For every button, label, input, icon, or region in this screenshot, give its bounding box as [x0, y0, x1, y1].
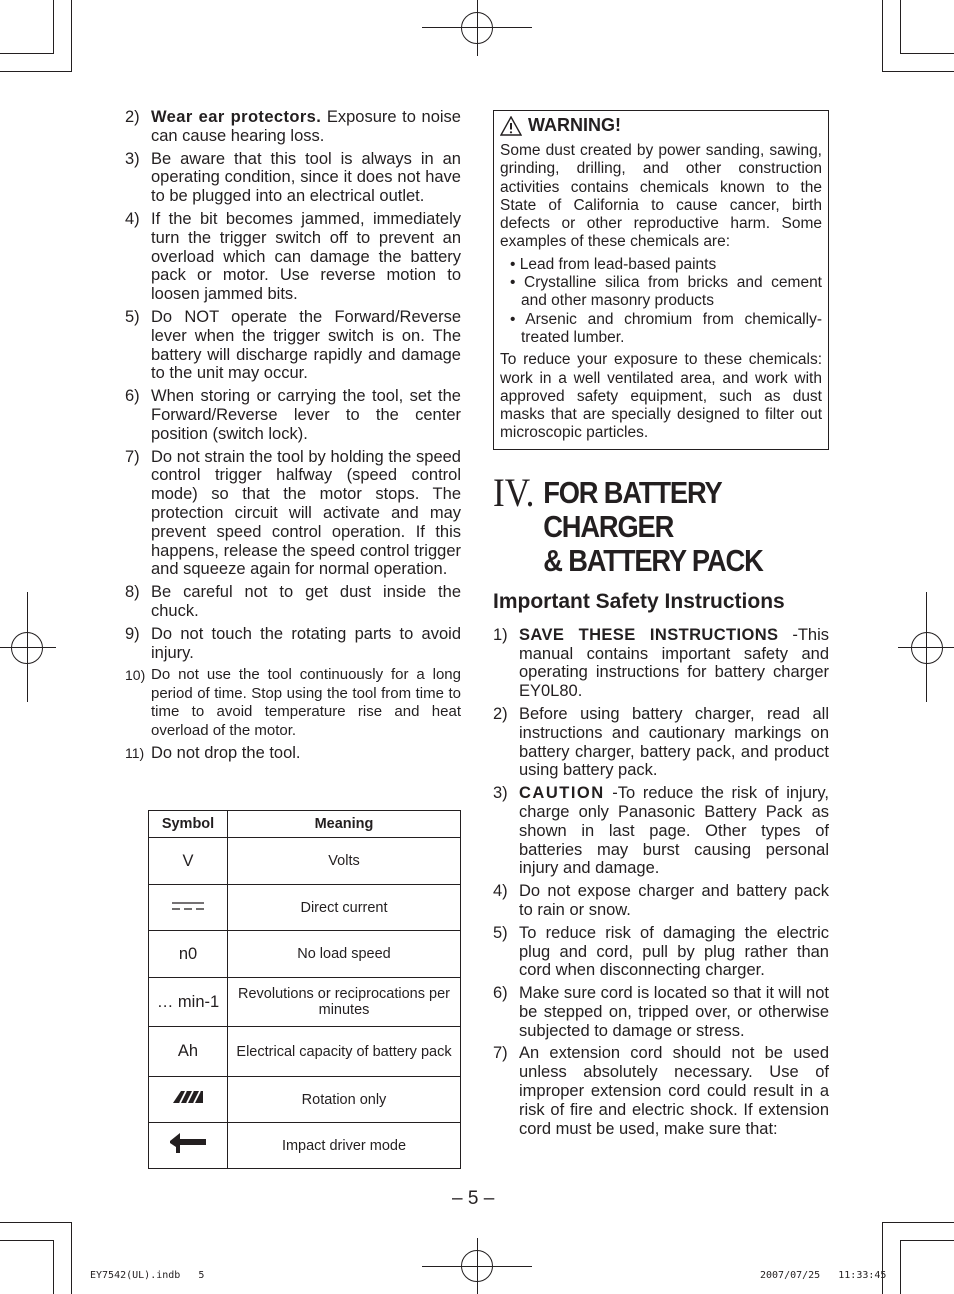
item-text: Do not touch the rotating parts to avoid injury. — [151, 624, 461, 662]
item-text: Be careful not to get dust inside the chuck. — [151, 583, 461, 620]
list-item — [125, 308, 461, 383]
item-number: 7) — [125, 447, 140, 466]
table-header: Meaning — [228, 811, 461, 838]
item-text: Be aware that this tool is always in an operating condition, since it does not have to be plugged into an electrical outlet. — [151, 149, 461, 206]
symbol-cell: … min-1 — [149, 978, 228, 1027]
table-row — [149, 1123, 461, 1169]
registration-line — [0, 647, 56, 648]
crop-mark — [0, 1240, 54, 1241]
crop-mark — [0, 53, 54, 54]
item-text: Do NOT operate the Forward/Reverse lever when the trigger switch is on. The battery will discharge rapidly and damage to the unit may occur. — [151, 307, 461, 383]
item-text: An extension cord should not be used unless absolutely necessary. Use of improper extension cord could result in a risk of fire and electric shock. If extension cord must be used, make sure that: — [519, 1044, 829, 1138]
item-text: Do not expose charger and battery pack to rain or snow. — [519, 882, 829, 919]
crop-mark — [900, 1240, 954, 1241]
crop-mark — [71, 1222, 72, 1294]
warning-title: WARNING! — [528, 115, 621, 135]
item-text: Before using battery charger, read all instructions and cautionary markings on battery charger, battery pack, and product using battery pack. — [519, 704, 829, 780]
registration-line — [27, 592, 28, 702]
table-row — [149, 1077, 461, 1123]
item-number: 8) — [125, 583, 140, 602]
list-item: • Crystalline silica from bricks and cement and other masonry products — [510, 274, 822, 310]
item-text: Do not drop the tool. — [151, 744, 301, 763]
list-item — [125, 108, 461, 146]
section-subtitle: Important Safety Instructions — [493, 589, 785, 613]
item-text: When storing or carrying the tool, set the Forward/Reverse lever to the center position (switch lock). — [151, 387, 461, 443]
warning-bullets — [500, 256, 822, 347]
right-column — [493, 110, 829, 1142]
meaning-cell: Electrical capacity of battery pack — [228, 1027, 461, 1077]
symbol-table — [148, 810, 461, 1169]
bullet-text: Crystalline silica from bricks and cement and other masonry products — [521, 274, 822, 310]
warning-outro: To reduce your exposure to these chemicals: work in a well ventilated area, and work with approved safety equipment, such as dust masks that are specially designed to filter out microscopic particles. — [500, 351, 822, 442]
section-numeral: IV. — [493, 469, 535, 515]
list-item — [493, 705, 829, 780]
symbol-cell: Ah — [149, 1027, 228, 1077]
registration-line — [477, 0, 478, 56]
item-number: 2) — [493, 704, 508, 723]
left-column — [125, 108, 461, 767]
crop-mark — [900, 0, 901, 54]
crop-mark — [53, 0, 54, 54]
list-item — [493, 984, 829, 1040]
meaning-cell: No load speed — [228, 931, 461, 978]
list-item — [125, 387, 461, 443]
list-item: • Arsenic and chromium from chemically-treated lumber. — [510, 310, 822, 346]
crop-mark — [53, 1240, 54, 1294]
list-item — [493, 1044, 829, 1138]
item-text: Do not use the tool continuously for a long period of time. Stop using the tool from time to time to avoid temperature rise and heat overload of the motor. — [151, 666, 461, 739]
impact-driver-icon — [170, 1131, 206, 1155]
registration-mark-icon — [911, 632, 943, 664]
crop-mark — [0, 1222, 72, 1223]
list-item — [493, 784, 829, 878]
item-text: -This manual contains important safety and operating instructions for battery charger EY0L80. — [519, 625, 830, 701]
item-number: 4) — [125, 209, 140, 228]
item-number: 6) — [125, 387, 140, 406]
list-item — [493, 626, 829, 701]
registration-line — [926, 592, 927, 702]
section-title-text — [543, 476, 827, 578]
warning-box — [493, 110, 829, 450]
warning-heading — [500, 115, 822, 136]
warning-intro: Some dust created by power sanding, sawing, grinding, drilling, and other construction activities contains chemicals known to the State of California to cause cancer, birth defects or other reproductive harm. Some examples of these chemicals are: — [500, 142, 822, 251]
page-number: – 5 – — [452, 1188, 495, 1209]
crop-mark — [882, 0, 883, 72]
meaning-cell: Rotation only — [228, 1077, 461, 1123]
crop-mark — [0, 71, 72, 72]
symbol-cell — [149, 1077, 228, 1123]
list-item: • Lead from lead-based paints — [510, 255, 717, 273]
list-item — [125, 666, 461, 740]
table-header-row — [149, 811, 461, 838]
symbol-cell: V — [149, 838, 228, 885]
section-title-line: FOR BATTERY CHARGER — [543, 474, 722, 544]
crop-mark — [882, 71, 954, 72]
meaning-cell: Volts — [228, 838, 461, 885]
item-number: 5) — [125, 307, 140, 326]
registration-line — [477, 1238, 478, 1294]
table-row — [149, 1027, 461, 1077]
item-bold-label: Wear ear protectors. — [151, 108, 322, 126]
bullet-text: Arsenic and chromium from chemically-treated lumber. — [521, 310, 822, 346]
symbol-cell — [149, 885, 228, 931]
item-bold-label: CAUTION — [519, 784, 605, 803]
item-number: 1) — [493, 625, 508, 644]
item-number: 9) — [125, 624, 140, 643]
crop-mark — [882, 1222, 954, 1223]
item-text: Exposure to noise can cause hearing loss. — [151, 108, 461, 145]
crop-mark — [71, 0, 72, 72]
right-instruction-list — [493, 626, 829, 1139]
table-row — [149, 885, 461, 931]
table-header: Symbol — [149, 811, 228, 838]
section-title-line: & BATTERY PACK — [543, 542, 763, 578]
table-row — [149, 931, 461, 978]
item-number: 6) — [493, 984, 508, 1003]
item-number: 4) — [493, 882, 508, 901]
crop-mark — [900, 1240, 901, 1294]
item-number: 7) — [493, 1044, 508, 1063]
crop-mark — [900, 53, 954, 54]
footer-timestamp: 2007/07/25 11:33:45 — [760, 1270, 887, 1281]
list-item — [125, 625, 461, 663]
item-number: 3) — [493, 784, 508, 803]
meaning-cell: Revolutions or reciprocations per minutes — [228, 978, 461, 1027]
list-item — [125, 583, 461, 621]
table-row — [149, 978, 461, 1027]
item-number: 10) — [125, 667, 146, 684]
section-title — [493, 469, 827, 578]
crop-mark — [882, 1222, 883, 1294]
item-text: To reduce risk of damaging the electric plug and cord, pull by plug rather than cord when disconnecting charger. — [519, 923, 829, 980]
warning-triangle-icon — [500, 116, 522, 136]
meaning-cell: Direct current — [228, 885, 461, 931]
symbol-cell — [149, 1123, 228, 1169]
meaning-cell: Impact driver mode — [228, 1123, 461, 1169]
item-text: If the bit becomes jammed, immediately turn the trigger switch off to prevent an overload which can damage the battery pack or motor. Use reverse motion to loosen jammed bits. — [151, 209, 461, 304]
direct-current-icon — [171, 900, 205, 912]
list-item — [125, 744, 461, 763]
rotation-only-icon — [171, 1089, 205, 1105]
table-row — [149, 838, 461, 885]
item-number: 3) — [125, 149, 140, 168]
list-item — [493, 924, 829, 980]
item-text: Do not strain the tool by holding the speed control trigger halfway (speed control mode) so that the motor stops. The protection circuit will activate and may prevent speed control operation. If this happens, release the speed control trigger and squeeze again for normal operation. — [151, 447, 461, 579]
list-item — [493, 882, 829, 920]
bullet-text: Lead from lead-based paints — [519, 255, 717, 273]
symbol-cell: n0 — [149, 931, 228, 978]
list-item — [125, 150, 461, 206]
item-number: 11) — [125, 745, 145, 762]
item-number: 5) — [493, 923, 508, 942]
list-item — [125, 210, 461, 304]
item-bold-label: SAVE THESE INSTRUCTIONS — [519, 625, 779, 644]
footer-file-info: EY7542(UL).indb 5 — [90, 1270, 205, 1281]
item-text: -To reduce the risk of injury, charge only Panasonic Battery Pack as shown in last page. Other types of batteries may burst causing personal injury and damage. — [519, 784, 829, 878]
item-text: Make sure cord is located so that it will not be stepped on, tripped over, or otherwise subjected to damage or stress. — [519, 984, 829, 1040]
left-instruction-list — [125, 108, 461, 763]
item-number: 2) — [125, 108, 140, 126]
list-item — [125, 448, 461, 580]
